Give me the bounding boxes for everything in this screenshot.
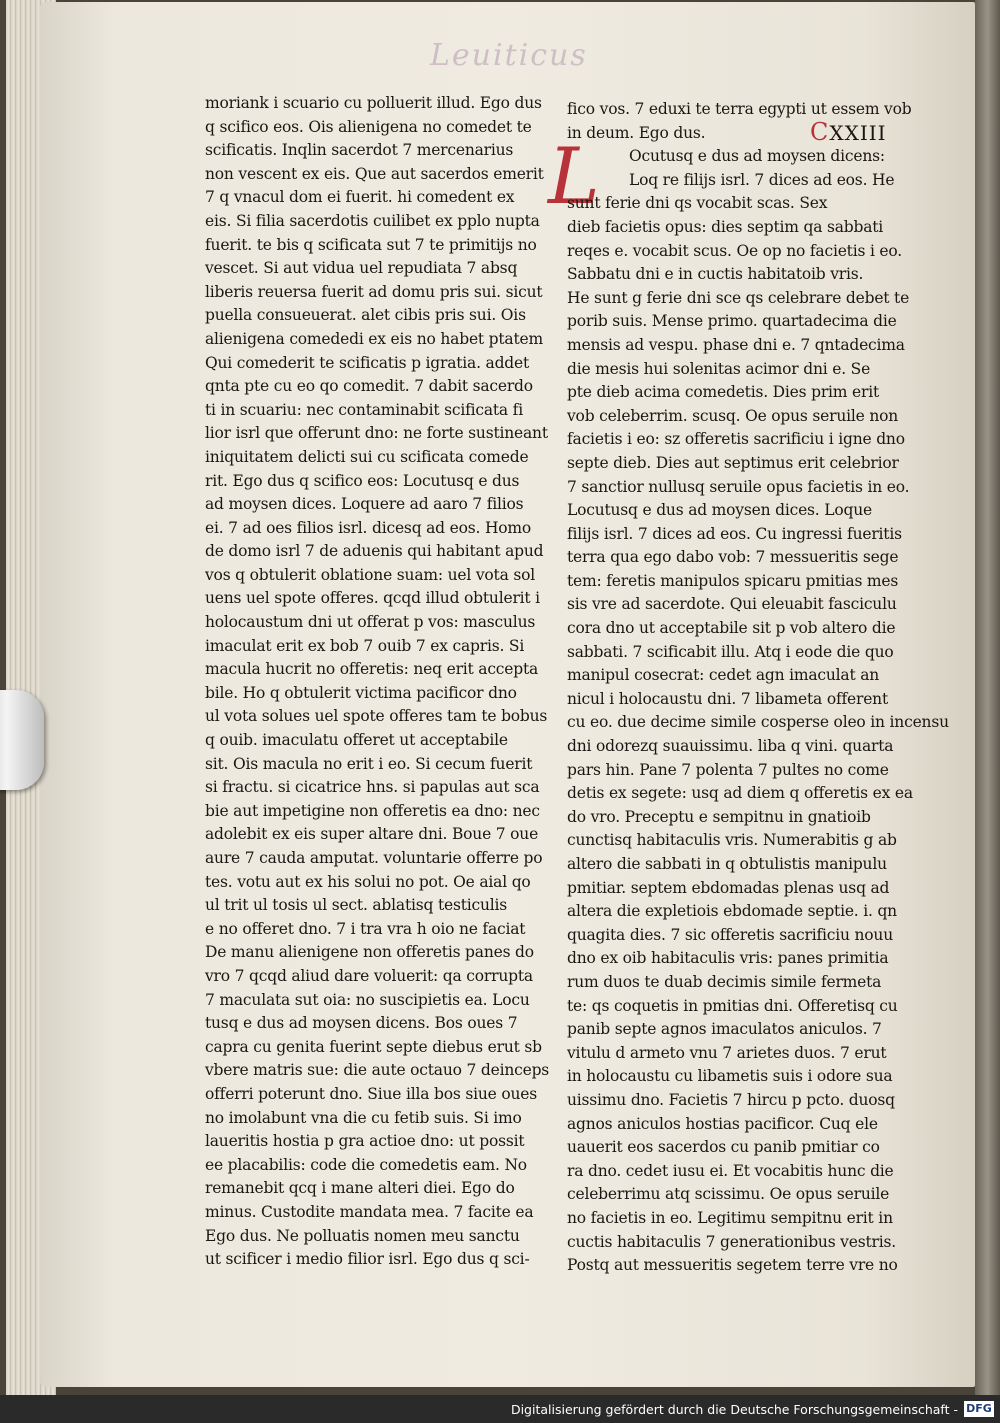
text-line: no facietis in eo. Legitimu sempitnu erit in	[567, 1208, 893, 1227]
text-line: dieb facietis opus: dies septim qa sabbati	[567, 217, 884, 236]
text-line: bie aut impetigine non offeretis ea dno: nec	[205, 801, 540, 820]
text-line: Sabbatu dni e in cuctis habitatoib vris.	[567, 265, 864, 284]
text-line: pte dieb acima comedetis. Dies prim erit	[567, 383, 879, 402]
text-line: iniquitatem delicti sui cu scificata comede	[205, 447, 529, 466]
text-line: 7 maculata sut oia: no suscipietis ea. Locu	[205, 990, 530, 1009]
decorated-initial: L	[548, 132, 600, 222]
text-line: rit. Ego dus q scifico eos: Locutusq e dus	[205, 471, 520, 490]
text-line: altero die sabbati in q obtulistis manipulu	[567, 855, 887, 873]
text-line: e no offeret dno. 7 i tra vra h oio ne faciat	[205, 919, 526, 938]
text-line: remanebit qcq i mane alteri diei. Ego do	[205, 1179, 515, 1198]
text-line: te: qs coquetis in pmitias dni. Offeretisq cu	[567, 996, 898, 1015]
text-line: scificatis. Inqlin sacerdot 7 mercenarius	[205, 141, 514, 160]
text-line: altera die expletiois ebdomade septie. i. qn	[567, 902, 897, 921]
text-line: vob celeberrim. scusq. Oe opus seruile non	[567, 406, 899, 425]
text-line: ra dno. cedet iusu ei. Et vocabitis hunc die	[567, 1161, 894, 1180]
text-line: eis. Si filia sacerdotis cuilibet ex pplo nupta	[205, 211, 540, 230]
text-line: rum duos te duab decimis simile fermeta	[567, 972, 882, 991]
text-line: bile. Ho q obtulerit victima pacificor dno	[205, 683, 517, 702]
text-line: alienigena comededi ex eis no habet ptatem	[205, 329, 543, 348]
text-line: ti in scuariu: nec contaminabit scificata fi	[205, 400, 523, 419]
text-line: liberis reuersa fuerit ad domu pris sui. sicut	[205, 282, 543, 301]
text-line: pars hin. Pane 7 polenta 7 pultes no come	[567, 760, 889, 779]
folio-initial: C	[810, 118, 830, 146]
text-line: vescet. Si aut vidua uel repudiata 7 absq	[205, 259, 518, 278]
text-line: non vescent ex eis. Que aut sacerdos emerit	[205, 164, 544, 183]
text-line: facietis i eo: sz offeretis sacrificiu i igne dno	[567, 430, 905, 449]
text-line: holocaustum dni ut offerat p vos: masculus	[205, 613, 536, 632]
text-line: uens uel spote offeres. qcqd illud obtulerit i	[205, 589, 540, 608]
text-line: sit. Ois macula no erit i eo. Si cecum fuerit	[205, 754, 533, 773]
text-line: manipul cosecrat: cedet agn imaculat an	[567, 666, 880, 685]
text-line: agnos aniculos hostias pacificor. Cuq ele	[567, 1114, 878, 1133]
text-line: 7 sanctior nullusq seruile opus facietis in eo.	[567, 477, 910, 496]
text-line: panib septe agnos imaculatos aniculos. 7	[567, 1020, 882, 1039]
text-line: sabbati. 7 scificabit illu. Atq i eode die quo	[567, 642, 894, 661]
text-line: filijs isrl. 7 dices ad eos. Cu ingressi fueritis	[567, 524, 902, 543]
text-line: ul vota solues uel spote offeres tam te bobus	[205, 707, 548, 726]
text-line: dni odorezq suauissimu. liba q vini. quarta	[567, 737, 894, 756]
text-line: q ouib. imaculatu offeret ut acceptabile	[205, 731, 508, 750]
text-line: in deum. Ego dus.	[567, 123, 706, 142]
folio-numeral: XXIII	[829, 121, 887, 145]
text-line: do vro. Preceptu e sempitnu in gnatioib	[567, 807, 871, 826]
text-line: pmitiar. septem ebdomadas plenas usq ad	[567, 878, 890, 897]
page-clip	[0, 690, 44, 790]
text-line: mensis ad vespu. phase dni e. 7 qntadecima	[567, 335, 905, 354]
text-line: no imolabunt vna die cu fetib suis. Si imo	[205, 1108, 522, 1127]
text-line: Ocutusq e dus ad moysen dicens:	[629, 147, 885, 166]
text-line: ei. 7 ad oes filios isrl. dicesq ad eos. Homo	[205, 518, 532, 537]
right-text-column	[567, 98, 949, 1278]
text-line: De manu alienigene non offeretis panes do	[205, 943, 534, 962]
text-line: adolebit ex eis super altare dni. Boue 7 oue	[205, 825, 539, 844]
text-line: reqes e. vocabit scus. Oe op no facietis i eo.	[567, 241, 902, 260]
text-line: celeberrimu atq scissimu. Oe opus seruile	[567, 1185, 890, 1204]
text-line: puella consueuerat. alet cibis pris sui. Ois	[205, 306, 526, 325]
text-line: Qui comederit te scificatis p igratia. addet	[205, 353, 530, 372]
text-line: septe dieb. Dies aut septimus erit celebrior	[567, 453, 899, 472]
text-line: tes. votu aut ex his solui no pot. Oe aial qo	[205, 872, 531, 891]
text-line: Loq re filijs isrl. 7 dices ad eos. He	[629, 170, 895, 189]
text-line: ee placabilis: code die comedetis eam. No	[205, 1155, 527, 1174]
text-line: lior isrl que offerunt dno: ne forte sustineant	[205, 424, 548, 443]
text-line: cu eo. due decime simile cosperse oleo in incensu	[567, 713, 949, 732]
text-line: capra cu genita fuerint septe diebus erut sb	[205, 1037, 542, 1056]
text-line: laueritis hostia p gra actioe dno: ut possit	[205, 1132, 525, 1151]
text-line: uauerit eos sacerdos cu panib pmitiar co	[567, 1138, 880, 1157]
text-line: cuctis habitaculis 7 generationibus vestris.	[567, 1232, 896, 1251]
text-line: qnta pte cu eo qo comedit. 7 dabit sacerdo	[205, 377, 533, 396]
text-line: 7 q vnacul dom ei fuerit. hi comedent ex	[205, 188, 515, 207]
text-line: vro 7 qcqd aliud dare voluerit: qa corrupta	[205, 966, 533, 985]
right-page-edge	[975, 0, 1000, 1395]
text-line: Postq aut messueritis segetem terre vre no	[567, 1256, 898, 1275]
text-line: quagita dies. 7 sic offeretis sacrificiu nouu	[567, 925, 893, 944]
text-line: detis ex segete: usq ad diem q offeretis ex ea	[567, 784, 913, 803]
left-text-column	[205, 92, 550, 1272]
text-line: fico vos. 7 eduxi te terra egypti ut essem vob	[567, 100, 912, 118]
text-line: porib suis. Mense primo. quartadecima die	[567, 312, 897, 331]
text-line: q scifico eos. Ois alienigena no comedet te	[205, 117, 532, 136]
dfg-logo: DFG	[964, 1401, 994, 1417]
text-line: sis vre ad sacerdote. Qui eleuabit fasciculu	[567, 595, 897, 614]
text-line: uissimu dno. Facietis 7 hircu p pcto. duosq	[567, 1090, 895, 1109]
text-line: si fractu. si cicatrice hns. si papulas aut sca	[205, 778, 540, 797]
text-line: imaculat erit ex bob 7 ouib 7 ex capris. Si	[205, 636, 525, 655]
text-line: vos q obtulerit oblatione suam: uel vota sol	[205, 565, 535, 584]
text-line: moriank i scuario cu polluerit illud. Ego dus	[205, 94, 542, 112]
text-line: aure 7 cauda amputat. voluntarie offerre po	[205, 849, 543, 867]
footer-bar	[0, 1396, 1000, 1423]
text-line: vbere matris sue: die aute octauo 7 deinceps	[205, 1061, 550, 1080]
text-line: minus. Custodite mandata mea. 7 facite ea	[205, 1202, 534, 1221]
running-title: Leuiticus	[430, 38, 588, 73]
text-line: offerri poterunt dno. Siue illa bos siue oues	[205, 1084, 537, 1103]
text-line: ad moysen dices. Loquere ad aaro 7 filios	[205, 495, 524, 514]
text-line: de domo isrl 7 de aduenis qui habitant apud	[205, 542, 544, 561]
text-line: vitulu d armeto vnu 7 arietes duos. 7 erut	[567, 1043, 887, 1062]
text-line: macula hucrit no offeretis: neq erit accepta	[205, 660, 539, 679]
text-line: He sunt g ferie dni sce qs celebrare debet te	[567, 288, 910, 307]
text-line: fuerit. te bis q scificata sut 7 te primitijs no	[205, 235, 537, 254]
text-line: cora dno ut acceptabile sit p vob altero die	[567, 619, 896, 638]
text-line: dno ex oib habitaculis vris: panes primitia	[567, 949, 889, 968]
text-line: ul trit ul tosis ul sect. ablatisq testiculis	[205, 896, 508, 915]
text-line: Ego dus. Ne polluatis nomen meu sanctu	[205, 1226, 520, 1245]
text-line: sunt ferie dni qs vocabit scas. Sex	[567, 194, 828, 213]
text-line: die mesis hui solenitas acimor dni e. Se	[567, 359, 871, 378]
text-line: in holocaustu cu libametis suis i odore sua	[567, 1067, 893, 1086]
text-line: nicul i holocaustu dni. 7 libameta offerent	[567, 689, 888, 708]
text-line: terra qua ego dabo vob: 7 messueritis sege	[567, 548, 899, 567]
text-line: cunctisq habitaculis vris. Numerabitis g ab	[567, 831, 897, 850]
text-line: tem: feretis manipulos spicaru pmitias mes	[567, 571, 899, 590]
text-line: tusq e dus ad moysen dicens. Bos oues 7	[205, 1014, 518, 1033]
text-line: ut scificer i medio filior isrl. Ego dus q sci-	[205, 1250, 530, 1269]
text-line: Locutusq e dus ad moysen dices. Loque	[567, 501, 872, 520]
footer-credit: Digitalisierung gefördert durch die Deutsche Forschungsgemeinschaft -	[510, 1402, 958, 1417]
